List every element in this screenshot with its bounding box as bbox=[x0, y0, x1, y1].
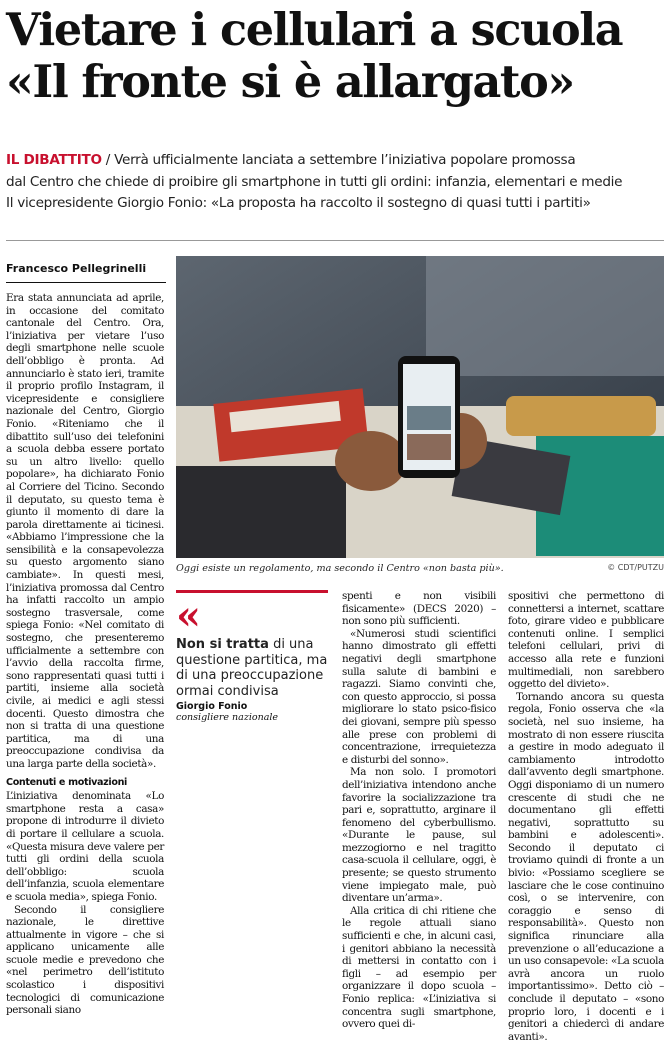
article-column-3 bbox=[508, 590, 664, 1043]
deck-kicker: IL DIBATTITO bbox=[6, 152, 102, 168]
photo-phone-feed-2 bbox=[407, 434, 451, 460]
article-deck bbox=[6, 150, 666, 215]
photo-sleeve bbox=[176, 466, 346, 558]
article-photo bbox=[176, 256, 664, 558]
pull-quote bbox=[176, 590, 328, 723]
deck-text-1: Verrà ufficialmente lanciata a settembre l’iniziativa popolare promossa bbox=[114, 152, 576, 168]
deck-divider bbox=[6, 240, 664, 241]
column-2-paragraph-2: «Numerosi studi scientifici hanno dimostrato gli effetti negativi degli smartphone sulla salute di bambini e ragazzi. Siamo convinti che, con questo approccio, si possa migliorare lo stato psico-fisico dei giovani, sempre più spesso alle prese con problemi di concentrazione, irrequietezza e disturbi del sonno». bbox=[342, 627, 496, 766]
photo-window-light bbox=[426, 256, 664, 376]
column-2-paragraph-3: Ma non solo. I promotori dell’iniziativa intendono anche favorire la socializzazione tra pari e, soprattutto, arginare il fenomeno del cyberbullismo. «Durante le pause, sul mezzogiorno e nel tragitto casa-scuola il cellulare, oggi, è presente; se questo strumento viene impiegato male, può diventare un’arma». bbox=[342, 766, 496, 905]
pull-quote-lead: Non si tratta bbox=[176, 637, 269, 652]
deck-line-2: dal Centro che chiede di proibire gli smartphone in tutti gli ordini: infanzia, elementari e medie bbox=[6, 173, 623, 190]
article-headline bbox=[6, 4, 666, 108]
deck-line-1 bbox=[6, 150, 666, 172]
article-column-1 bbox=[6, 292, 164, 1022]
column-1-paragraph-2: L’iniziativa denominata «Lo smartphone resta a casa» propone di introdurre il divieto di portare il cellulare a scuola. «Questa misura deve valere per tutti gli ordini della scuola dell’obbligo: scuola dell’infanzia, scuola elementare e scuola media», spiega Fonio. bbox=[6, 790, 164, 903]
pull-quote-text bbox=[176, 637, 328, 699]
photo-hand-left bbox=[335, 431, 407, 491]
quote-mark-icon: « bbox=[176, 592, 193, 639]
byline-divider bbox=[6, 282, 166, 283]
column-3-paragraph-2: Tornando ancora su questa regola, Fonio osserva che «la società, nel suo insieme, ha mostrato di non essere riuscita a gestire in modo adeguato il cambiamento introdotto dall’avvento degli smartphone. Oggi disponiamo di un numero crescente di studi che ne documentano gli effetti negativi, soprattutto su bambini e adolescenti». Secondo il deputato ci troviamo quindi di fronte a un bivio: «Possiamo scegliere se lasciare che le cose continuino così, o se intervenire, con coraggio e senso di responsabilità». Questo non significa rinunciare alla prevenzione o all’educazione a un uso consapevole: «La scuola avrà ancora un ruolo importantissimo». Detto ciò – conclude il deputato – «sono proprio loro, i docenti e i genitori a chiedercì di andare avanti». bbox=[508, 690, 664, 1043]
pull-quote-author: Giorgio Fonio bbox=[176, 701, 248, 712]
photo-illustration bbox=[176, 256, 664, 558]
pull-quote-rest: di una questione partitica, ma di una preoccupazione ormai condivisa bbox=[176, 637, 328, 699]
deck-line-3: Il vicepresidente Giorgio Fonio: «La proposta ha raccolto il sostegno di quasi tutti i partiti» bbox=[6, 195, 591, 211]
article-column-2 bbox=[342, 590, 496, 1031]
byline: Francesco Pellegrinelli bbox=[6, 262, 147, 275]
column-1-paragraph-3: Secondo il consigliere nazionale, le direttive attualmente in vigore – che si applicano unicamente alle scuole medie e prevedono che «nel perimetro dell’istituto scolastico i dispositivi tecnologici di comunicazione personali siano bbox=[6, 903, 164, 1017]
photo-phone-feed-1 bbox=[407, 406, 451, 430]
column-2-paragraph-1: spenti e non visibili fisicamente» (DECS 2020) – non sono più sufficienti. bbox=[342, 590, 496, 628]
column-1-paragraph-1: Era stata annunciata ad aprile, in occasione del comitato cantonale del Centro. Ora, l’iniziativa per vietare l’uso degli smartphone nelle scuole dell’obbligo è pronta. Ad annunciarlo è stato ieri, tramite il proprio profilo Instagram, il vicepresidente e consigliere nazionale del Centro, Giorgio Fonio. «Riteniamo che il dibattito sull’uso dei telefonini a scuola debba essere portato su un altro livello: quello popolare», ha dichiarato Fonio al Corriere del Ticino. Secondo il deputato, su questo tema è giunto il momento di dare la parola direttamente ai ticinesi. «Abbiamo l’impressione che la sensibilità e la consapevolezza su questo argomento siano cambiate». In questi mesi, l’iniziativa promossa dal Centro ha infatti raccolto un ampio sostegno trasversale, come spiega Fonio: «Nel comitato di sostegno, che presenteremo ufficialmente a settembre con l’avvio della raccolta firme, sono rappresentati quasi tutti i partiti, insieme alla società civile, ai medici e agli stessi docenti. Questo dimostra che non si tratta di una questione partitica, ma di una preoccupazione condivisa da una larga parte della società». bbox=[6, 292, 164, 770]
photo-caption: Oggi esiste un regolamento, ma secondo il Centro «non basta più». bbox=[176, 563, 504, 574]
deck-separator: / bbox=[101, 152, 115, 168]
photo-pencil-case bbox=[506, 396, 656, 436]
column-3-paragraph-1: spositivi che permettono di connettersi a internet, scattare foto, girare video e pubblicare contenuti online. I semplici telefoni cellulari, privi di accesso alla rete e funzioni multimediali, non sarebbero oggetto del divieto». bbox=[508, 590, 664, 691]
column-2-paragraph-4: Alla critica di chi ritiene che le regole attuali siano sufficienti e che, in alcuni casi, i genitori abbiano la necessità di mettersi in contatto con i figli – ad esempio per organizzare il dopo scuola – Fonio replica: «L’iniziativa si concentra sugli smartphone, ovvero quei di- bbox=[342, 904, 496, 1031]
column-1-subhead: Contenuti e motivazioni bbox=[6, 776, 127, 788]
photo-credit: © CDT/PUTZU bbox=[607, 563, 664, 572]
headline-line-1: Vietare i cellulari a scuola bbox=[6, 4, 623, 56]
headline-line-2: «Il fronte si è allargato» bbox=[6, 56, 574, 108]
pull-quote-role: consigliere nazionale bbox=[176, 712, 279, 723]
